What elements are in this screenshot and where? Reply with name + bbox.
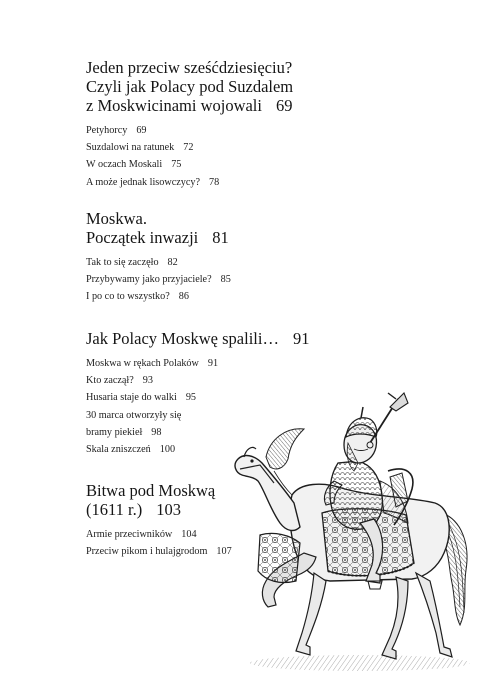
toc-section	[86, 58, 386, 191]
section-title-line: Bitwa pod Moskwą	[86, 481, 216, 500]
entry-title: Suzdalowi na ratunek	[86, 142, 175, 154]
toc-entry	[86, 139, 386, 156]
section-title-text: Początek inwazji	[86, 228, 199, 247]
entry-title: Husaria staje do walki	[86, 392, 177, 404]
section-page-number: 103	[156, 500, 181, 519]
entry-page-number: 91	[207, 358, 219, 369]
entry-page-number: 93	[142, 375, 153, 387]
entry-page-number: 85	[220, 274, 231, 286]
toc-entry-list	[86, 122, 386, 191]
entry-page-number: 75	[171, 159, 182, 171]
section-title-text: Jak Polacy Moskwę spalili…	[86, 329, 279, 348]
entry-page-number: 69	[136, 125, 147, 136]
section-title-text: (1611 r.)	[86, 500, 143, 519]
section-title-line: Czyli jak Polacy pod Suzdalem	[86, 77, 294, 96]
entry-title: 30 marca otworzyły się	[86, 409, 182, 421]
entry-page-number: 100	[159, 444, 176, 456]
entry-title: Petyhorcy	[86, 125, 128, 136]
entry-title: Przeciw pikom i hulajgrodom	[86, 546, 208, 558]
entry-page-number: 82	[167, 257, 178, 268]
entry-title: Moskwa w rękach Polaków	[86, 358, 199, 369]
hussar-engraving-illustration	[230, 385, 475, 675]
entry-page-number: 78	[209, 176, 220, 188]
entry-title: Przybywamy jako przyjaciele?	[86, 274, 212, 286]
entry-page-number: 95	[185, 392, 196, 404]
entry-title: Skala zniszczeń	[86, 444, 151, 456]
section-title-line	[86, 329, 386, 348]
entry-page-number: 104	[181, 529, 197, 540]
toc-section	[86, 209, 386, 306]
entry-page-number: 107	[216, 546, 232, 558]
toc-entry	[86, 288, 386, 305]
toc-entry-list	[86, 254, 386, 306]
entry-page-number: 72	[183, 142, 194, 154]
toc-entry	[86, 271, 386, 288]
section-title-line	[86, 228, 386, 247]
section-title-line	[86, 96, 386, 115]
toc-entry	[86, 174, 386, 191]
section-page-number: 69	[275, 96, 293, 115]
entry-title: W oczach Moskali	[86, 159, 163, 171]
section-title-text: z Moskwicinami wojowali	[86, 96, 262, 115]
toc-entry	[86, 355, 386, 372]
entry-title: Armie przeciwników	[86, 529, 173, 540]
entry-title: Kto zaczął?	[86, 375, 134, 387]
section-title-line: Moskwa.	[86, 209, 147, 228]
entry-title: Tak to się zaczęło	[86, 257, 159, 268]
toc-entry	[86, 122, 386, 139]
section-page-number: 81	[212, 228, 229, 247]
entry-page-number: 86	[178, 291, 189, 303]
entry-title: I po co to wszystko?	[86, 291, 170, 303]
entry-title: bramy piekieł	[86, 426, 143, 438]
section-title-line: Jeden przeciw sześćdziesięciu?	[86, 58, 293, 77]
section-page-number: 91	[292, 329, 310, 348]
toc-entry	[86, 254, 386, 271]
toc-entry	[86, 156, 386, 173]
entry-page-number: 98	[151, 426, 162, 438]
entry-title: A może jednak lisowczycy?	[86, 176, 201, 188]
